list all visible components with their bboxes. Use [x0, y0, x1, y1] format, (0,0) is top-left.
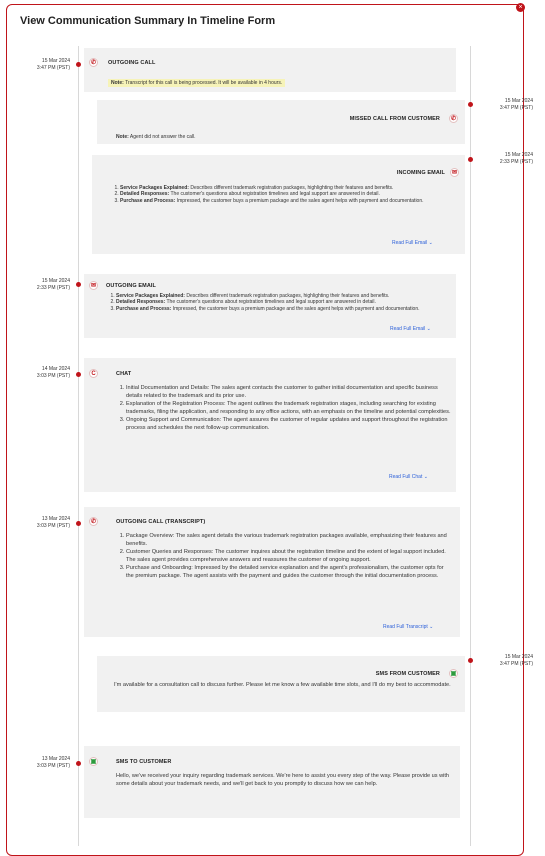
timestamp: 15 Mar 2024 3:47 PM (PST) [36, 58, 70, 71]
timestamp: 15 Mar 2024 2:33 PM (PST) [499, 152, 533, 165]
read-full-email-link[interactable]: Read Full Email ⌄ [390, 326, 431, 332]
card-title: OUTGOING CALL [108, 60, 156, 66]
card-title: MISSED CALL FROM CUSTOMER [349, 116, 440, 122]
timeline-dot [76, 372, 81, 377]
list-item: 3. Purchase and Process: Impressed, the customer buys a premium package and the sales agent helps with payment and documentation. [116, 306, 456, 312]
timestamp: 14 Mar 2024 3:03 PM (PST) [36, 366, 70, 379]
email-icon: ✉ [451, 170, 458, 176]
sms-text: Hello, we've received your inquiry regarding trademark services. We're here to assist you every step of the way. Please provide us with some details about your trademark needs, and we'll get back to you promptly to discuss how we can help. [116, 773, 450, 787]
list-item: 3. Purchase and Process: Impressed, the customer buys a premium package and the sales agent helps with payment and documentation. [120, 198, 460, 204]
transcript-summary [116, 532, 448, 609]
email-summary-list [106, 293, 456, 312]
timeline-dot [468, 157, 473, 162]
chat-icon: C [89, 369, 98, 378]
card-title: CHAT [116, 371, 132, 377]
list-item: 3. Purchase and Onboarding: Impressed by the detailed service explanation and the agent's professionalism, the customer opts for the premium package. The agent assists with the payment and guides the customer through the initial documentation process. [126, 564, 448, 580]
page-title: View Communication Summary In Timeline Form [20, 15, 276, 27]
transcript-summary-list [116, 532, 448, 580]
list-item: 2. Detailed Responses: The customer's questions about registration timelines and legal support are answered in detail. [120, 191, 460, 197]
phone-icon: ✆ [90, 60, 97, 66]
timestamp: 15 Mar 2024 2:33 PM (PST) [36, 278, 70, 291]
timestamp: 13 Mar 2024 3:03 PM (PST) [36, 516, 70, 529]
list-item: 2. Detailed Responses: The customer's questions about registration timelines and legal support are answered in detail. [116, 299, 456, 305]
agent-note: Note: Agent did not answer the call. [116, 134, 196, 140]
processing-note: Note: Transcript for this call is being processed. It will be available in 4 hours. [108, 79, 285, 87]
close-icon[interactable]: × [516, 3, 525, 12]
card-title: INCOMING EMAIL [396, 170, 445, 176]
timeline-dot [468, 102, 473, 107]
timeline-dot [76, 282, 81, 287]
sms-text: I'm available for a consultation call to discuss further. Please let me know a few available time slots, and I'll do my best to accommodate. [114, 682, 451, 688]
sms-icon: ▣ [90, 759, 97, 765]
list-item: 1. Service Packages Explained: Describes different trademark registration packages, highlighting their features and benefits. [120, 185, 460, 191]
missed-call-icon: ✆ [450, 116, 457, 122]
timestamp: 15 Mar 2024 3:47 PM (PST) [499, 654, 533, 667]
card-title: OUTGOING CALL (TRANSCRIPT) [116, 519, 206, 525]
list-item: 2. Customer Queries and Responses: The customer inquires about the registration timeline and the extent of legal support included. The sales agent provides comprehensive answers and reassures the customer of ongoing support. [126, 548, 448, 564]
card-title: SMS FROM CUSTOMER [375, 671, 440, 677]
sms-icon: ▣ [450, 671, 457, 677]
timestamp: 15 Mar 2024 3:47 PM (PST) [499, 98, 533, 111]
read-full-chat-link[interactable]: Read Full Chat ⌄ [389, 474, 428, 480]
list-item: 3. Ongoing Support and Communication: The agent assures the customer of regular updates and support throughout the registration process and schedules the next follow-up communication. [126, 416, 452, 432]
timeline-dot [468, 658, 473, 663]
list-item: 1. Service Packages Explained: Describes different trademark registration packages, highlighting their features and benefits. [116, 293, 456, 299]
list-item: 1. Package Overview: The sales agent details the various trademark registration packages available, emphasizing their features and benefits. [126, 532, 448, 548]
list-item: 2. Explanation of the Registration Process: The agent outlines the trademark registration stages, including searching for existing trademarks, filing the application, and responding to any office actions, with an emphasis on the timeline and potential complexities. [126, 400, 452, 416]
timeline-dot [76, 62, 81, 67]
list-item: 1. Initial Documentation and Details: The sales agent contacts the customer to gather initial documentation and specific business details related to the trademark and its prior use. [126, 384, 452, 400]
read-full-email-link[interactable]: Read Full Email ⌄ [392, 240, 433, 246]
chat-summary-list [116, 384, 452, 432]
read-full-transcript-link[interactable]: Read Full Transcript ⌄ [383, 624, 434, 630]
timeline-dot [76, 521, 81, 526]
email-icon: ✉ [90, 283, 97, 289]
timestamp: 13 Mar 2024 3:03 PM (PST) [36, 756, 70, 769]
card-title: SMS TO CUSTOMER [116, 759, 172, 765]
phone-icon: ✆ [90, 519, 97, 525]
card-title: OUTGOING EMAIL [106, 283, 156, 289]
timeline-spine-right [470, 46, 471, 846]
timeline-dot [76, 761, 81, 766]
email-summary-list [110, 185, 460, 204]
timeline-spine-left [78, 46, 79, 846]
